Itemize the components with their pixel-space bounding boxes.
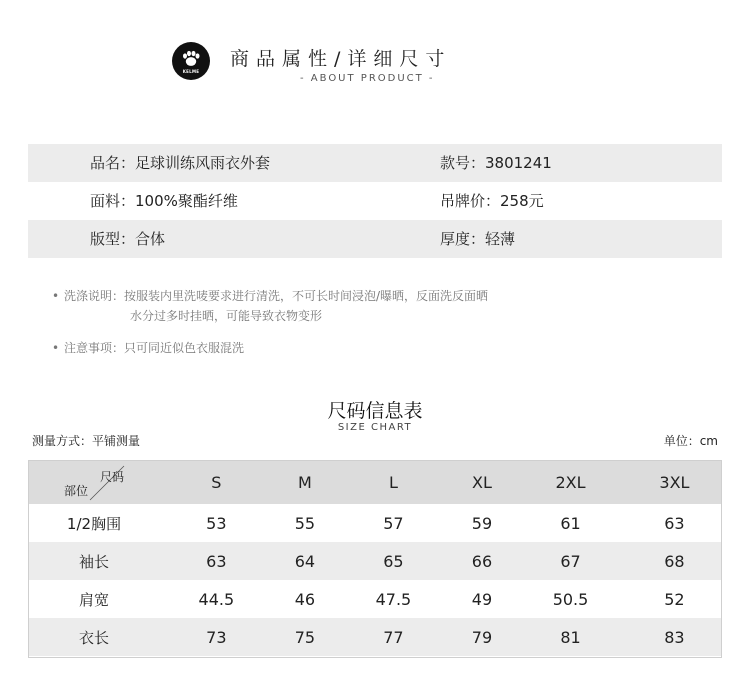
size-header: 3XL xyxy=(627,460,722,504)
fit: 版型：合体 xyxy=(90,230,166,248)
diagonal-divider xyxy=(28,460,160,504)
brand-logo xyxy=(172,42,210,80)
style-number: 款号：3801241 xyxy=(440,154,552,172)
size-header: S xyxy=(160,460,273,504)
wash-text: 洗涤说明：按服装内里洗唛要求进行清洗，不可长时间浸泡/曝晒，反面洗反面晒 xyxy=(64,289,489,303)
table-cell: 63 xyxy=(664,513,685,533)
row-label: 衣长 xyxy=(28,618,160,656)
size-header-row xyxy=(28,460,722,504)
corner-size-label: 尺码 xyxy=(100,470,125,484)
page-title: 商品属性/详细尺寸 xyxy=(230,48,452,70)
table-cell: 55 xyxy=(294,513,316,533)
table-cell: 83 xyxy=(627,618,722,656)
row-label: 1/2胸围 xyxy=(66,514,122,533)
bullet-icon: • xyxy=(52,289,60,303)
row-label: 袖长 xyxy=(28,542,160,580)
table-cell: 61 xyxy=(560,513,581,533)
table-cell: 65 xyxy=(337,542,450,580)
product-info-table xyxy=(28,144,722,258)
table-cell: 57 xyxy=(383,513,404,533)
page-header xyxy=(0,38,750,98)
table-cell: 75 xyxy=(273,618,337,656)
table-cell: 67 xyxy=(514,542,627,580)
table-cell: 47.5 xyxy=(375,589,412,609)
size-chart-subtitle: SIZE CHART xyxy=(337,422,413,433)
tag-price: 吊牌价：258元 xyxy=(440,192,544,210)
table-cell: 46 xyxy=(294,589,316,609)
caution-text: 注意事项：只可同近似色衣服混洗 xyxy=(64,341,245,355)
row-label: 肩宽 xyxy=(78,590,109,609)
paw-icon xyxy=(172,42,210,80)
corner-part-label: 部位 xyxy=(64,484,89,498)
product-name: 品名：足球训练风雨衣外套 xyxy=(90,154,271,172)
wash-text-continued: 水分过多时挂晒，可能导致衣物变形 xyxy=(130,309,323,323)
info-row xyxy=(28,144,722,182)
thickness: 厚度：轻薄 xyxy=(440,230,516,248)
fabric: 面料：100%聚酯纤维 xyxy=(90,192,238,210)
size-header: XL xyxy=(450,460,514,504)
bullet-icon: • xyxy=(52,341,60,355)
table-cell: 59 xyxy=(471,513,493,533)
info-row xyxy=(28,220,722,258)
table-cell: 53 xyxy=(206,513,227,533)
table-cell: 63 xyxy=(160,542,273,580)
size-header: L xyxy=(337,460,450,504)
care-notes xyxy=(52,286,652,358)
table-cell: 81 xyxy=(514,618,627,656)
size-header: M xyxy=(273,460,337,504)
table-cell: 68 xyxy=(627,542,722,580)
info-row xyxy=(28,182,722,220)
measure-method: 测量方式：平铺测量 xyxy=(32,434,141,448)
table-row xyxy=(28,542,722,580)
table-row xyxy=(28,580,722,618)
table-row xyxy=(28,504,722,542)
table-cell: 64 xyxy=(273,542,337,580)
logo-text: KELME xyxy=(182,69,200,74)
table-cell: 79 xyxy=(450,618,514,656)
table-cell: 50.5 xyxy=(552,589,589,609)
table-cell: 44.5 xyxy=(198,589,235,609)
caution-note xyxy=(52,338,652,358)
page-subtitle: - ABOUT PRODUCT - xyxy=(300,73,435,84)
size-chart-title: 尺码信息表 xyxy=(327,400,423,422)
table-row xyxy=(28,618,722,656)
table-cell: 66 xyxy=(450,542,514,580)
table-cell: 77 xyxy=(337,618,450,656)
table-cell: 49 xyxy=(471,589,493,609)
size-table xyxy=(28,460,722,656)
wash-instructions xyxy=(52,286,652,306)
table-cell: 52 xyxy=(664,589,685,609)
size-header: 2XL xyxy=(514,460,627,504)
corner-cell xyxy=(28,460,160,504)
table-cell: 73 xyxy=(160,618,273,656)
unit-label: 单位：cm xyxy=(663,434,718,448)
